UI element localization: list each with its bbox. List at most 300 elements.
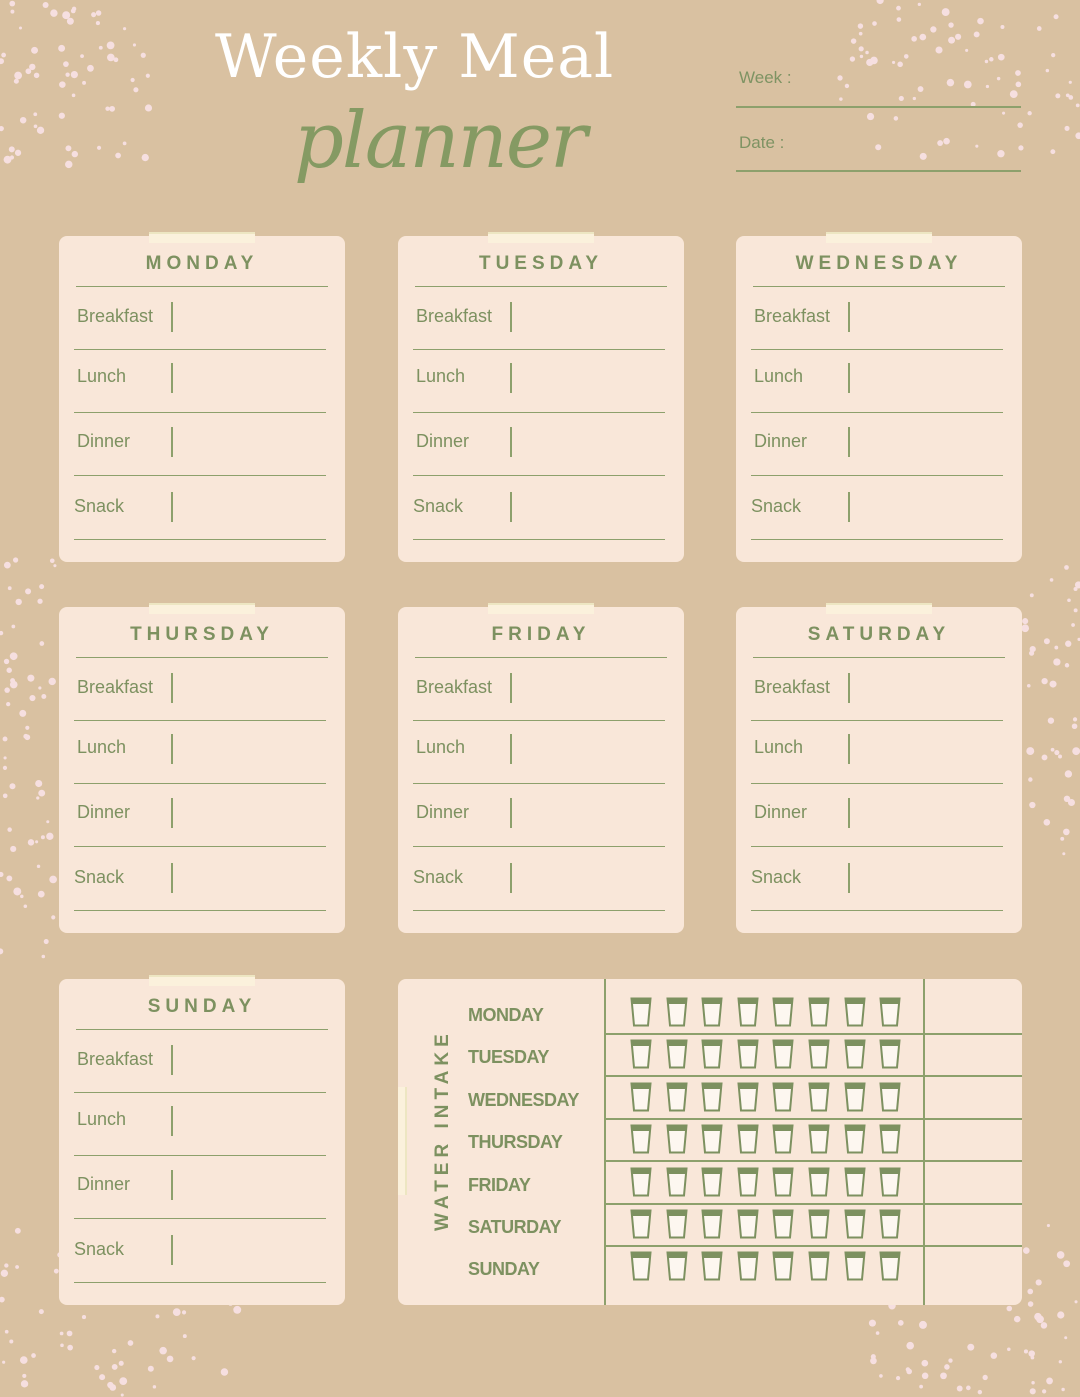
rule-line: [751, 910, 1003, 911]
meal-label-lunch: Lunch: [77, 1109, 127, 1129]
day-card-saturday: [736, 607, 1022, 933]
meal-entry-field[interactable]: [171, 798, 173, 828]
meal-entry-field[interactable]: [848, 427, 850, 457]
decorative-dot: [922, 1372, 929, 1379]
decorative-dot: [1028, 777, 1032, 781]
decorative-dot: [897, 17, 902, 22]
decorative-dot: [21, 1380, 28, 1387]
decorative-dot: [911, 36, 917, 42]
decorative-dot: [942, 8, 950, 16]
decorative-dot: [1, 1270, 8, 1277]
meal-entry-field[interactable]: [848, 734, 850, 764]
decorative-dot: [858, 23, 863, 28]
rule-line: [74, 1282, 326, 1283]
decorative-dot: [0, 872, 3, 877]
rule-line: [413, 412, 665, 413]
rule-line: [74, 1155, 326, 1156]
card-tab: [488, 232, 594, 243]
water-row-wednesday: [398, 1078, 1022, 1120]
decorative-dot: [1060, 837, 1064, 841]
decorative-dot: [183, 1334, 187, 1338]
decorative-dot: [53, 564, 56, 567]
decorative-dot: [0, 58, 4, 64]
meal-entry-field[interactable]: [848, 798, 850, 828]
meal-entry-field[interactable]: [510, 863, 512, 893]
rule-line: [74, 783, 326, 784]
decorative-dot: [935, 46, 942, 53]
decorative-dot: [173, 1308, 181, 1316]
decorative-dot: [97, 146, 101, 150]
decorative-dot: [44, 939, 49, 944]
decorative-dot: [9, 1, 15, 7]
decorative-dot: [1062, 852, 1065, 855]
meal-label-dinner: Dinner: [416, 431, 470, 451]
decorative-dot: [19, 26, 22, 29]
card-tab: [149, 232, 255, 243]
meal-entry-field[interactable]: [848, 363, 850, 393]
decorative-dot: [0, 1297, 5, 1303]
decorative-dot: [38, 686, 41, 689]
decorative-dot: [1036, 1279, 1042, 1285]
decorative-dot: [1028, 1301, 1034, 1307]
decorative-dot: [1065, 126, 1070, 131]
rule-line: [74, 1218, 326, 1219]
decorative-dot: [1054, 14, 1059, 19]
meal-label-dinner: Dinner: [77, 431, 131, 451]
decorative-dot: [36, 796, 39, 799]
decorative-dot: [1023, 1247, 1030, 1254]
decorative-dot: [1046, 69, 1049, 72]
rule-line: [753, 657, 1005, 658]
decorative-dot: [1007, 1306, 1013, 1312]
decorative-dot: [1054, 646, 1058, 650]
decorative-dot: [906, 1342, 914, 1350]
decorative-dot: [1022, 618, 1028, 624]
rule-line: [413, 475, 665, 476]
decorative-dot: [1055, 93, 1060, 98]
decorative-dot: [72, 151, 78, 157]
decorative-dot: [991, 1352, 998, 1359]
decorative-dot: [7, 827, 11, 831]
meal-entry-field[interactable]: [848, 492, 850, 522]
decorative-dot: [1029, 802, 1035, 808]
decorative-dot: [59, 113, 65, 119]
date-field[interactable]: [736, 125, 1021, 172]
decorative-dot: [82, 1315, 86, 1319]
day-name: SATURDAY: [807, 624, 951, 645]
rule-line: [751, 783, 1003, 784]
rule-line: [74, 1092, 326, 1093]
meal-label-breakfast: Breakfast: [416, 677, 493, 697]
decorative-dot: [128, 1340, 134, 1346]
decorative-dot: [13, 888, 21, 896]
decorative-dot: [112, 1364, 118, 1370]
decorative-dot: [1059, 1360, 1062, 1363]
decorative-dot: [978, 1390, 982, 1394]
decorative-dot: [221, 1368, 228, 1375]
decorative-dot: [2, 1361, 5, 1364]
decorative-dot: [3, 766, 7, 770]
water-row-sunday: [398, 1247, 1022, 1289]
decorative-dot: [15, 1265, 19, 1269]
decorative-dot: [1051, 53, 1055, 57]
rule-line: [74, 412, 326, 413]
decorative-dot: [967, 1344, 974, 1351]
decorative-dot: [67, 1345, 73, 1351]
decorative-dot: [867, 113, 874, 120]
decorative-dot: [1027, 111, 1031, 115]
day-name: MONDAY: [145, 253, 259, 274]
meal-entry-field[interactable]: [171, 734, 173, 764]
day-card-sunday: [59, 979, 345, 1305]
decorative-dot: [94, 1365, 99, 1370]
decorative-dot: [62, 11, 70, 19]
decorative-dot: [159, 1347, 167, 1355]
meal-entry-field[interactable]: [171, 1235, 173, 1265]
decorative-dot: [34, 73, 40, 79]
decorative-dot: [1007, 1348, 1011, 1352]
decorative-dot: [957, 1386, 963, 1392]
meal-label-lunch: Lunch: [77, 366, 127, 386]
week-field[interactable]: [736, 60, 1021, 108]
decorative-dot: [37, 127, 44, 134]
decorative-dot: [1065, 663, 1069, 667]
decorative-dot: [965, 49, 968, 52]
decorative-dot: [1064, 796, 1070, 802]
decorative-dot: [1044, 638, 1050, 644]
decorative-dot: [41, 694, 46, 699]
meal-entry-field[interactable]: [848, 302, 850, 332]
decorative-dot: [1026, 747, 1034, 755]
decorative-dot: [10, 681, 18, 689]
decorative-dot: [107, 1382, 113, 1388]
decorative-dot: [1030, 1388, 1036, 1394]
rule-line: [751, 412, 1003, 413]
decorative-dot: [4, 659, 9, 664]
decorative-dot: [876, 1331, 880, 1335]
decorative-dot: [20, 1356, 28, 1364]
decorative-dot: [859, 46, 864, 51]
meal-entry-field[interactable]: [510, 302, 512, 332]
decorative-dot: [898, 1320, 904, 1326]
page-subtitle-script: planner: [294, 96, 586, 186]
rule-line: [413, 910, 665, 911]
decorative-dot: [119, 1361, 124, 1366]
meal-entry-field[interactable]: [171, 673, 173, 703]
decorative-dot: [49, 876, 57, 884]
decorative-dot: [96, 10, 101, 15]
decorative-dot: [1072, 747, 1080, 755]
decorative-dot: [1041, 678, 1047, 684]
decorative-dot: [33, 112, 37, 116]
decorative-dot: [1053, 658, 1060, 665]
decorative-dot: [0, 948, 3, 954]
day-card-monday: [59, 236, 345, 562]
decorative-dot: [904, 54, 909, 59]
decorative-dot: [955, 34, 961, 40]
decorative-dot: [869, 1320, 876, 1327]
rule-line: [751, 475, 1003, 476]
decorative-dot: [121, 1393, 124, 1396]
decorative-dot: [1072, 723, 1078, 729]
decorative-dot: [25, 588, 31, 594]
decorative-dot: [1076, 104, 1080, 108]
meal-entry-field[interactable]: [510, 363, 512, 393]
decorative-dot: [153, 1385, 156, 1388]
decorative-dot: [1057, 1251, 1065, 1259]
decorative-dot: [14, 72, 22, 80]
rule-line: [74, 846, 326, 847]
decorative-dot: [13, 557, 18, 562]
card-tab: [149, 975, 255, 986]
day-card-wednesday: [736, 236, 1022, 562]
decorative-dot: [65, 145, 71, 151]
decorative-dot: [921, 1360, 928, 1367]
rule-line: [76, 286, 328, 287]
decorative-dot: [1031, 1381, 1034, 1384]
decorative-dot: [8, 586, 12, 590]
card-tab: [149, 603, 255, 614]
meal-label-dinner: Dinner: [754, 802, 808, 822]
rule-line: [74, 910, 326, 911]
water-row-thursday: [398, 1120, 1022, 1162]
decorative-dot: [865, 51, 869, 55]
decorative-dot: [119, 1377, 127, 1385]
meal-entry-field[interactable]: [171, 863, 173, 893]
meal-label-snack: Snack: [74, 1239, 125, 1259]
decorative-dot: [1051, 748, 1055, 752]
meal-label-snack: Snack: [74, 496, 125, 516]
decorative-dot: [105, 106, 109, 110]
decorative-dot: [51, 915, 55, 919]
decorative-dot: [1048, 717, 1054, 723]
decorative-dot: [4, 687, 10, 693]
decorative-dot: [896, 6, 901, 11]
meal-entry-field[interactable]: [171, 1170, 173, 1200]
meal-entry-field[interactable]: [510, 734, 512, 764]
decorative-dot: [60, 1344, 64, 1348]
decorative-dot: [977, 18, 984, 25]
decorative-dot: [233, 1306, 241, 1314]
decorative-dot: [146, 74, 150, 78]
decorative-dot: [1067, 598, 1071, 602]
decorative-dot: [5, 1330, 9, 1334]
meal-entry-field[interactable]: [171, 492, 173, 522]
decorative-dot: [10, 155, 14, 159]
decorative-dot: [1071, 623, 1075, 627]
water-day-label: TUESDAY: [468, 1047, 549, 1068]
decorative-dot: [919, 1385, 923, 1389]
decorative-dot: [29, 695, 35, 701]
decorative-dot: [1030, 593, 1034, 597]
decorative-dot: [35, 780, 42, 787]
decorative-dot: [38, 790, 45, 797]
meal-entry-field[interactable]: [510, 427, 512, 457]
decorative-dot: [1002, 112, 1005, 115]
decorative-dot: [19, 710, 26, 717]
decorative-dot: [9, 1339, 13, 1343]
decorative-dot: [1063, 829, 1070, 836]
decorative-dot: [1050, 681, 1057, 688]
decorative-dot: [34, 124, 38, 128]
meal-entry-field[interactable]: [510, 673, 512, 703]
decorative-dot: [15, 150, 21, 156]
meal-entry-field[interactable]: [848, 673, 850, 703]
decorative-dot: [1014, 1316, 1020, 1322]
meal-label-breakfast: Breakfast: [416, 306, 493, 326]
meal-entry-field[interactable]: [848, 863, 850, 893]
day-name: THURSDAY: [130, 624, 274, 645]
meal-entry-field[interactable]: [171, 427, 173, 457]
decorative-dot: [1042, 755, 1048, 761]
decorative-dot: [877, 0, 884, 4]
card-tab: [826, 232, 932, 243]
rule-line: [751, 846, 1003, 847]
rule-line: [413, 783, 665, 784]
decorative-dot: [39, 1309, 44, 1314]
decorative-dot: [115, 153, 121, 159]
rule-line: [74, 475, 326, 476]
decorative-dot: [145, 104, 152, 111]
decorative-dot: [182, 1310, 186, 1314]
meal-entry-field[interactable]: [171, 302, 173, 332]
decorative-dot: [1021, 624, 1029, 632]
decorative-dot: [192, 1356, 196, 1360]
decorative-dot: [10, 652, 18, 660]
meal-entry-field[interactable]: [510, 798, 512, 828]
decorative-dot: [1066, 93, 1070, 97]
decorative-dot: [141, 53, 146, 58]
page-title: Weekly Meal: [215, 22, 615, 92]
decorative-dot: [59, 81, 66, 88]
water-intake-panel: [398, 979, 1022, 1305]
decorative-dot: [39, 641, 44, 646]
decorative-dot: [1058, 754, 1062, 758]
meal-label-dinner: Dinner: [754, 431, 808, 451]
meal-label-breakfast: Breakfast: [754, 677, 831, 697]
decorative-dot: [37, 599, 42, 604]
decorative-dot: [859, 32, 863, 36]
water-intake-title: WATER INTAKE: [432, 1029, 453, 1231]
rule-line: [76, 1029, 328, 1030]
decorative-dot: [1075, 132, 1080, 139]
meal-label-dinner: Dinner: [77, 802, 131, 822]
decorative-dot: [22, 1374, 26, 1378]
decorative-dot: [1034, 1313, 1041, 1320]
rule-line: [76, 657, 328, 658]
decorative-dot: [91, 12, 96, 17]
decorative-dot: [43, 2, 49, 8]
decorative-dot: [1043, 819, 1050, 826]
meal-label-snack: Snack: [74, 867, 125, 887]
rule-line: [413, 539, 665, 540]
decorative-dot: [4, 1263, 8, 1267]
decorative-dot: [131, 78, 135, 82]
meal-entry-field[interactable]: [171, 1045, 173, 1075]
decorative-dot: [58, 45, 65, 52]
meal-entry-field[interactable]: [171, 1106, 173, 1136]
day-name: FRIDAY: [491, 624, 591, 645]
rule-line: [753, 286, 1005, 287]
decorative-dot: [944, 1364, 950, 1370]
decorative-dot: [35, 840, 38, 843]
decorative-dot: [1065, 770, 1072, 777]
decorative-dot: [107, 54, 115, 62]
decorative-dot: [1074, 608, 1078, 612]
decorative-dot: [67, 1331, 73, 1337]
decorative-dot: [65, 73, 69, 77]
rule-line: [74, 720, 326, 721]
decorative-dot: [948, 22, 953, 27]
decorative-dot: [109, 106, 115, 112]
decorative-dot: [20, 895, 23, 898]
water-day-label: SUNDAY: [468, 1259, 540, 1280]
decorative-dot: [133, 87, 138, 92]
decorative-dot: [948, 37, 955, 44]
date-label: Date :: [739, 133, 785, 152]
day-name: SUNDAY: [147, 996, 257, 1017]
rule-line: [413, 846, 665, 847]
meal-label-lunch: Lunch: [416, 366, 466, 386]
decorative-dot: [37, 865, 40, 868]
decorative-dot: [63, 61, 69, 67]
decorative-dot: [82, 81, 86, 85]
decorative-dot: [72, 94, 76, 98]
decorative-dot: [1050, 578, 1054, 582]
decorative-dot: [112, 1349, 116, 1353]
decorative-dot: [896, 1376, 900, 1380]
decorative-dot: [0, 126, 4, 131]
decorative-dot: [167, 1356, 174, 1363]
decorative-dot: [28, 839, 34, 845]
decorative-dot: [879, 1374, 883, 1378]
decorative-dot: [906, 1369, 912, 1375]
decorative-dot: [123, 27, 126, 30]
decorative-dot: [3, 737, 8, 742]
decorative-dot: [940, 1372, 947, 1379]
day-card-friday: [398, 607, 684, 933]
decorative-dot: [1061, 1388, 1064, 1391]
decorative-dot: [1028, 1350, 1034, 1356]
decorative-dot: [919, 34, 926, 41]
rule-line: [74, 349, 326, 350]
decorative-dot: [919, 1321, 927, 1329]
meal-entry-field[interactable]: [171, 363, 173, 393]
decorative-dot: [6, 875, 12, 881]
day-card-thursday: [59, 607, 345, 933]
rule-line: [413, 720, 665, 721]
decorative-dot: [1054, 750, 1059, 755]
decorative-dot: [9, 783, 15, 789]
decorative-dot: [966, 1386, 971, 1391]
water-day-label: THURSDAY: [468, 1132, 563, 1153]
decorative-dot: [87, 65, 94, 72]
decorative-dot: [25, 726, 29, 730]
decorative-dot: [870, 1358, 877, 1365]
decorative-dot: [0, 631, 3, 635]
decorative-dot: [1065, 641, 1071, 647]
meal-label-lunch: Lunch: [754, 366, 804, 386]
decorative-dot: [14, 79, 19, 84]
decorative-dot: [54, 1269, 59, 1274]
decorative-dot: [71, 71, 78, 78]
decorative-dot: [1047, 1224, 1050, 1227]
decorative-dot: [31, 47, 38, 54]
decorative-dot: [96, 21, 100, 25]
decorative-dot: [1031, 1356, 1035, 1360]
meal-entry-field[interactable]: [510, 492, 512, 522]
meal-label-lunch: Lunch: [77, 737, 127, 757]
